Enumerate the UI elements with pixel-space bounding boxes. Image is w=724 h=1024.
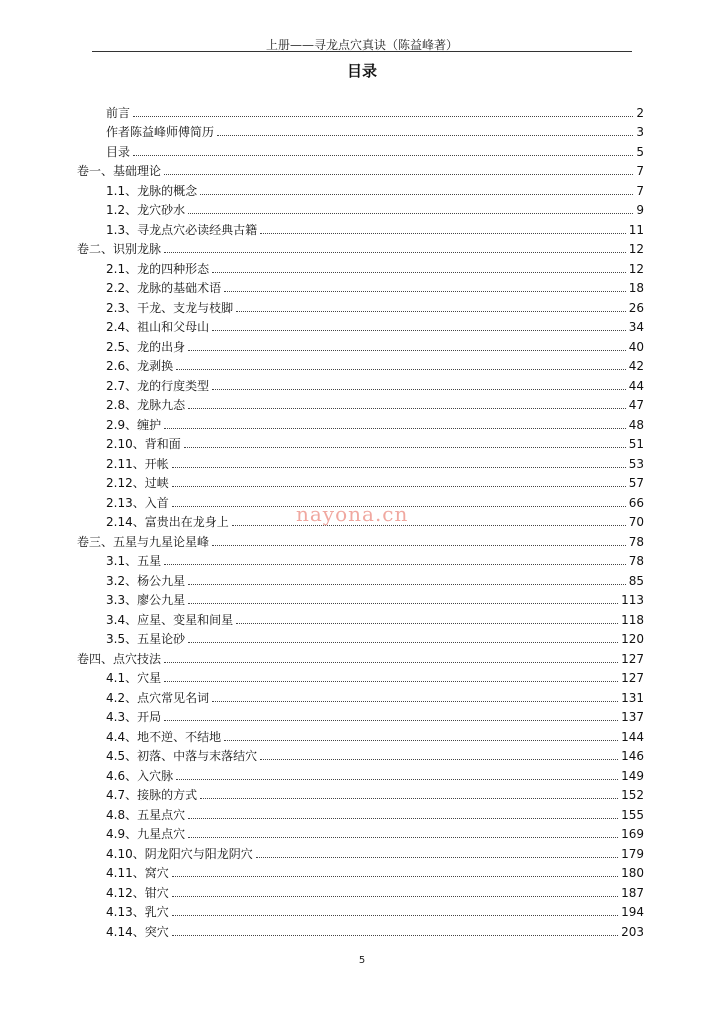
toc-entry-label: 卷一、基础理论 — [77, 164, 162, 178]
toc-entry-label: 4.7、接脉的方式 — [106, 788, 198, 802]
dot-leader — [164, 428, 626, 429]
toc-entry-label: 3.3、廖公九星 — [106, 593, 186, 607]
toc-entry-page: 155 — [621, 807, 644, 822]
toc-entry-label: 2.2、龙脉的基础术语 — [106, 281, 222, 295]
toc-entry[interactable] — [106, 763, 644, 783]
toc-entry-label: 4.14、突穴 — [106, 924, 169, 939]
toc-entry-page: 7 — [636, 183, 644, 198]
toc-entry[interactable] — [106, 744, 644, 764]
toc-entry[interactable] — [106, 783, 644, 803]
toc-entry[interactable] — [106, 607, 644, 627]
dot-leader — [172, 486, 626, 487]
toc-entry[interactable] — [106, 139, 644, 159]
toc-entry[interactable] — [106, 315, 644, 335]
header-rule — [92, 51, 632, 52]
toc-entry-label: 目录 — [106, 144, 131, 159]
toc-entry-label: 3.5、五星论砂 — [106, 632, 186, 646]
dot-leader — [224, 740, 618, 741]
toc-entry-page: 146 — [621, 749, 644, 763]
toc-entry-page: 57 — [628, 476, 644, 490]
toc-entry-label: 4.1、穴星 — [106, 671, 162, 685]
dot-leader — [256, 857, 618, 858]
toc-entry[interactable] — [106, 666, 644, 686]
dot-leader — [172, 915, 618, 916]
toc-entry-page: 48 — [628, 417, 644, 432]
dot-leader — [217, 135, 633, 136]
toc-entry-label: 4.5、初落、中落与末落结穴 — [106, 749, 258, 763]
toc-entry-page: 137 — [621, 710, 644, 724]
dot-leader — [232, 525, 626, 526]
toc-entry[interactable] — [106, 354, 644, 374]
dot-leader — [260, 233, 626, 234]
toc-entry-label: 4.3、开局 — [106, 710, 162, 724]
dot-leader — [212, 701, 618, 702]
toc-entry[interactable] — [106, 178, 644, 198]
dot-leader — [164, 681, 618, 682]
dot-leader — [184, 447, 626, 448]
toc-entry-page: 127 — [621, 671, 644, 685]
dot-leader — [164, 662, 618, 663]
toc-entry[interactable] — [106, 568, 644, 588]
toc-entry-label: 4.2、点穴常见名词 — [106, 690, 210, 705]
toc-entry[interactable] — [106, 412, 644, 432]
toc-entry-label: 卷三、五星与九星论星峰 — [77, 534, 210, 549]
dot-leader — [164, 252, 626, 253]
watermark: nayona.cn — [296, 502, 409, 526]
dot-leader — [200, 798, 618, 799]
page-title: 目录 — [346, 62, 377, 80]
running-header: 上册——寻龙点穴真诀（陈益峰著） — [265, 38, 458, 52]
toc-entry-label: 4.13、乳穴 — [106, 905, 169, 919]
toc-entry-page: 12 — [628, 242, 644, 256]
toc-entry-label: 4.4、地不逆、不结地 — [106, 729, 222, 744]
toc-entry-label: 作者陈益峰师傅简历 — [106, 125, 215, 139]
toc-entry-label: 3.2、杨公九星 — [106, 573, 186, 588]
toc-entry-page: 78 — [628, 534, 644, 549]
toc-entry-page: 5 — [636, 144, 644, 159]
toc-entry-label: 卷四、点穴技法 — [77, 651, 162, 666]
toc-entry[interactable] — [106, 705, 644, 725]
toc-entry-page: 47 — [628, 398, 644, 412]
toc-entry-page: 169 — [621, 827, 644, 841]
dot-leader — [176, 369, 626, 370]
toc-entry-page: 26 — [628, 300, 644, 315]
toc-entry-page: 42 — [628, 359, 644, 373]
dot-leader — [212, 330, 626, 331]
toc-entry-page: 7 — [636, 164, 644, 178]
toc-entry[interactable] — [77, 646, 644, 666]
toc-entry-page: 2 — [636, 105, 644, 120]
toc-entry[interactable] — [106, 334, 644, 354]
dot-leader — [133, 116, 633, 117]
toc-entry-label: 2.11、开帐 — [106, 456, 169, 471]
toc-entry-page: 149 — [621, 768, 644, 783]
toc-entry[interactable] — [106, 861, 644, 881]
dot-leader — [212, 272, 626, 273]
toc-entry-page: 118 — [621, 612, 644, 627]
toc-entry-page: 127 — [621, 651, 644, 666]
toc-entry-page: 78 — [628, 554, 644, 568]
toc-entry-label: 2.14、富贵出在龙身上 — [106, 515, 229, 529]
toc-entry-page: 53 — [628, 456, 644, 471]
dot-leader — [212, 545, 626, 546]
toc-entry[interactable] — [106, 276, 644, 296]
toc-entry[interactable] — [106, 685, 644, 705]
toc-entry[interactable] — [106, 198, 644, 218]
toc-entry-label: 4.6、入穴脉 — [106, 768, 174, 783]
toc-entry[interactable] — [106, 802, 644, 822]
toc-entry-page: 3 — [636, 125, 644, 139]
dot-leader — [260, 759, 618, 760]
dot-leader — [188, 584, 626, 585]
toc-entry-label: 2.1、龙的四种形态 — [106, 261, 210, 276]
toc-entry[interactable] — [106, 393, 644, 413]
page-number: 5 — [358, 955, 366, 966]
toc-entry[interactable] — [106, 432, 644, 452]
toc-entry-page: 187 — [621, 885, 644, 900]
dot-leader — [188, 837, 618, 838]
dot-leader — [212, 389, 626, 390]
toc-entry-label: 2.6、龙剥换 — [106, 359, 174, 373]
toc-entry-page: 70 — [628, 515, 644, 529]
toc-entry-label: 2.7、龙的行度类型 — [106, 378, 210, 393]
dot-leader — [172, 896, 618, 897]
toc-entry-label: 4.8、五星点穴 — [106, 807, 186, 822]
toc-entry[interactable] — [106, 100, 644, 120]
toc-entry-page: 152 — [621, 788, 644, 802]
toc-entry[interactable] — [106, 627, 644, 647]
toc-entry-page: 40 — [628, 339, 644, 354]
toc-entry-label: 卷二、识别龙脉 — [77, 242, 162, 256]
dot-leader — [200, 194, 633, 195]
toc-entry[interactable] — [106, 217, 644, 237]
toc-entry[interactable] — [106, 900, 644, 920]
toc-entry[interactable] — [106, 451, 644, 471]
toc-entry-label: 4.11、窝穴 — [106, 866, 169, 880]
toc-entry-label: 2.5、龙的出身 — [106, 339, 186, 354]
toc-entry[interactable] — [106, 373, 644, 393]
toc-entry-page: 51 — [628, 437, 644, 451]
toc-entry-page: 34 — [628, 320, 644, 334]
dot-leader — [133, 155, 633, 156]
toc-entry-label: 1.1、龙脉的概念 — [106, 183, 198, 198]
toc-entry-page: 18 — [628, 281, 644, 295]
dot-leader — [224, 291, 626, 292]
dot-leader — [236, 311, 626, 312]
toc-entry-label: 前言 — [106, 105, 131, 120]
toc-entry-page: 11 — [628, 222, 644, 237]
toc-entry[interactable] — [77, 159, 644, 179]
toc-entry-label: 2.4、祖山和父母山 — [106, 320, 210, 334]
dot-leader — [188, 642, 618, 643]
toc-entry-page: 120 — [621, 632, 644, 646]
toc-entry-page: 85 — [628, 573, 644, 588]
toc-entry-label: 2.12、过峡 — [106, 476, 169, 490]
toc-entry-page: 113 — [621, 593, 644, 607]
toc-entry[interactable] — [77, 529, 644, 549]
toc-entry-page: 12 — [628, 261, 644, 276]
dot-leader — [188, 213, 633, 214]
toc-entry[interactable] — [106, 880, 644, 900]
toc-entry[interactable] — [106, 724, 644, 744]
toc-entry[interactable] — [77, 237, 644, 257]
toc-entry[interactable] — [106, 549, 644, 569]
toc-entry[interactable] — [106, 919, 644, 939]
dot-leader — [188, 818, 618, 819]
dot-leader — [172, 467, 626, 468]
toc-entry-label: 3.4、应星、变星和间星 — [106, 612, 234, 627]
toc-entry-page: 179 — [621, 846, 644, 861]
toc-entry[interactable] — [106, 841, 644, 861]
toc-entry[interactable] — [106, 588, 644, 608]
toc-entry-label: 2.10、背和面 — [106, 437, 181, 451]
toc-entry-label: 1.3、寻龙点穴必读经典古籍 — [106, 222, 258, 237]
toc-entry-page: 66 — [628, 495, 644, 510]
toc-entry[interactable] — [106, 471, 644, 491]
toc-entry-page: 180 — [621, 866, 644, 880]
toc-entry-label: 4.10、阴龙阳穴与阳龙阴穴 — [106, 846, 253, 861]
toc-entry[interactable] — [106, 120, 644, 140]
dot-leader — [176, 779, 618, 780]
toc-entry-label: 4.9、九星点穴 — [106, 827, 186, 841]
dot-leader — [236, 623, 618, 624]
toc-entry-label: 2.3、干龙、支龙与枝脚 — [106, 300, 234, 315]
dot-leader — [188, 603, 618, 604]
toc-entry-label: 4.12、钳穴 — [106, 885, 169, 900]
toc-entry-label: 2.9、缠护 — [106, 417, 162, 432]
toc-entry-page: 131 — [621, 690, 644, 705]
toc-entry-label: 1.2、龙穴砂水 — [106, 203, 186, 217]
dot-leader — [172, 876, 618, 877]
toc-entry-page: 144 — [621, 729, 644, 744]
dot-leader — [164, 720, 618, 721]
toc-entry-page: 9 — [636, 203, 644, 217]
toc-entry[interactable] — [106, 295, 644, 315]
toc-entry-label: 3.1、五星 — [106, 554, 162, 568]
dot-leader — [188, 408, 626, 409]
dot-leader — [164, 564, 626, 565]
toc-entry-page: 44 — [628, 378, 644, 393]
dot-leader — [172, 935, 618, 936]
toc-entry-label: 2.8、龙脉九态 — [106, 398, 186, 412]
dot-leader — [188, 350, 626, 351]
toc-entry-page: 194 — [621, 905, 644, 919]
toc-entry-label: 2.13、入首 — [106, 495, 169, 510]
toc-entry-page: 203 — [621, 924, 644, 939]
toc-entry[interactable] — [106, 256, 644, 276]
dot-leader — [164, 174, 633, 175]
toc-entry[interactable] — [106, 822, 644, 842]
